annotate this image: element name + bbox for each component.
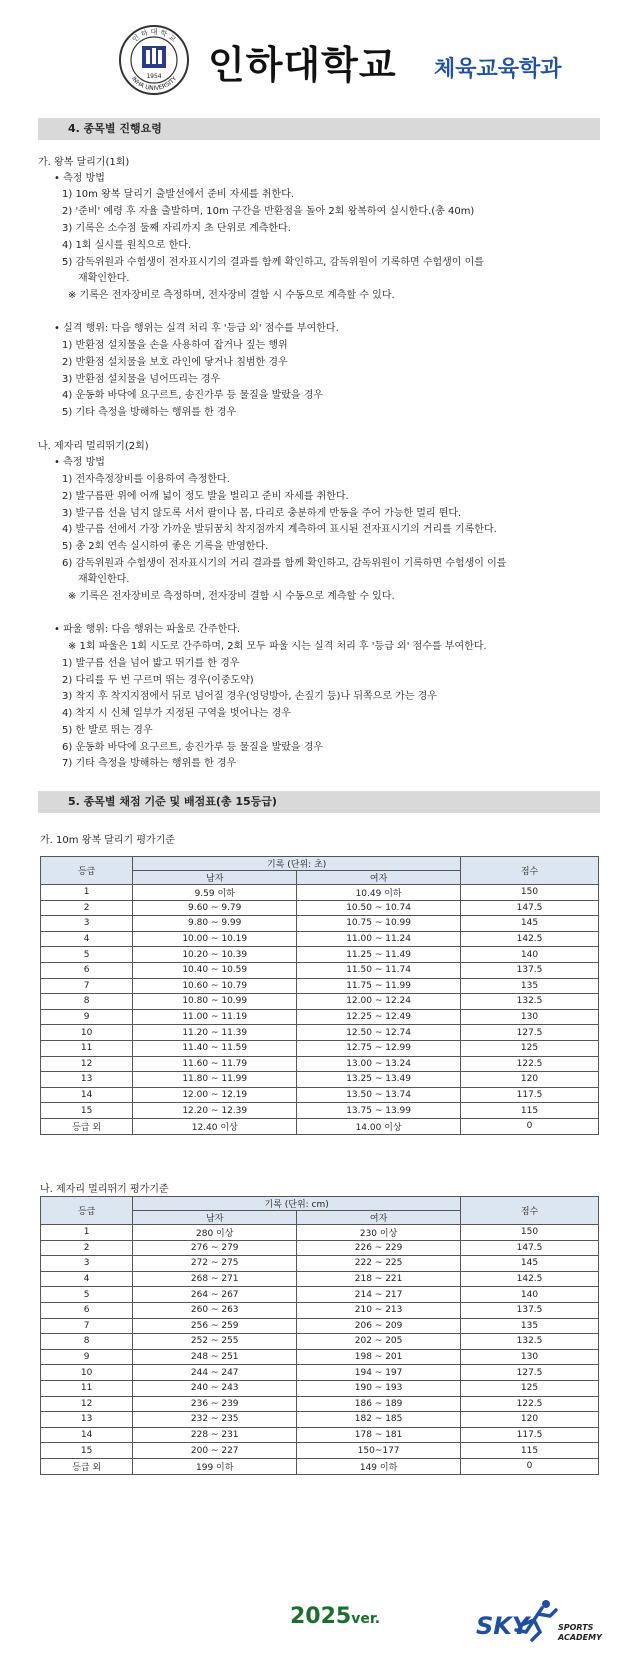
section4b-foul-label: • 파울 행위: 다음 행위는 파울로 간주한다.: [54, 624, 241, 635]
table-row: [41, 1271, 599, 1287]
grade-cell: 6: [41, 962, 133, 978]
version-suffix: ver.: [351, 1611, 381, 1627]
female-cell: 190 ~ 193: [297, 1380, 461, 1396]
female-cell: 10.49 이하: [297, 885, 461, 901]
male-cell: 248 ~ 251: [133, 1349, 297, 1365]
score-cell: 125: [461, 1380, 599, 1396]
list-item: 2) 다리를 두 번 구르며 뛰는 경우(이중도약): [62, 675, 254, 686]
female-cell: 150~177: [297, 1443, 461, 1459]
grade-cell: 등급 외: [41, 1118, 133, 1134]
score-cell: 140: [461, 947, 599, 963]
list-item: 3) 발구름 선을 넘지 않도록 서서 팔이나 몸, 다리로 충분하게 반동을 주어 가능한 멀리 뛴다.: [62, 508, 462, 519]
grade-cell: 11: [41, 1040, 133, 1056]
table-row: [41, 1396, 599, 1412]
female-cell: 12.75 ~ 12.99: [297, 1040, 461, 1056]
table-row: [41, 1412, 599, 1428]
male-cell: 12.00 ~ 12.19: [133, 1087, 297, 1103]
female-cell: 14.00 이상: [297, 1118, 461, 1134]
female-cell: 11.75 ~ 11.99: [297, 978, 461, 994]
list-item: 4) 운동화 바닥에 요구르트, 송진가루 등 물질을 발랐을 경우: [62, 390, 324, 401]
female-cell: 226 ~ 229: [297, 1240, 461, 1256]
table-row: [41, 1056, 599, 1072]
seal-top-text: 인 하 대 학 교: [130, 28, 178, 44]
score-cell: 122.5: [461, 1056, 599, 1072]
grade-cell: 13: [41, 1072, 133, 1088]
score-cell: 135: [461, 978, 599, 994]
table-row: [41, 1349, 599, 1365]
grade-cell: 8: [41, 1334, 133, 1350]
female-cell: 11.50 ~ 11.74: [297, 962, 461, 978]
male-cell: 272 ~ 275: [133, 1256, 297, 1272]
header-female: 여자: [297, 871, 461, 885]
table-row: [41, 962, 599, 978]
table2-caption: 나. 제자리 멀리뛰기 평가기준: [40, 1184, 169, 1195]
table-row: [41, 931, 599, 947]
male-cell: 264 ~ 267: [133, 1287, 297, 1303]
section4b-method-label: • 측정 방법: [54, 457, 105, 468]
score-cell: 145: [461, 916, 599, 932]
male-cell: 11.20 ~ 11.39: [133, 1025, 297, 1041]
list-item: 1) 반환점 설치물을 손을 사용하여 잡거나 짚는 행위: [62, 340, 288, 351]
female-cell: 206 ~ 209: [297, 1318, 461, 1334]
grade-cell: 2: [41, 1240, 133, 1256]
grade-cell: 9: [41, 1349, 133, 1365]
male-cell: 10.40 ~ 10.59: [133, 962, 297, 978]
table-row: [41, 1225, 599, 1241]
list-item: 3) 반환점 설치물을 넘어뜨리는 경우: [62, 374, 221, 385]
table-row: [41, 1103, 599, 1119]
list-item: 2) 발구름판 위에 어깨 넓이 정도 발을 벌리고 준비 자세를 취한다.: [62, 491, 349, 502]
score-cell: 120: [461, 1412, 599, 1428]
male-cell: 12.20 ~ 12.39: [133, 1103, 297, 1119]
grade-cell: 6: [41, 1302, 133, 1318]
male-cell: 260 ~ 263: [133, 1302, 297, 1318]
grade-cell: 5: [41, 1287, 133, 1303]
table-row: [41, 1240, 599, 1256]
male-cell: 244 ~ 247: [133, 1365, 297, 1381]
section4b-heading: 나. 제자리 멀리뛰기(2회): [38, 441, 149, 452]
grade-cell: 9: [41, 1009, 133, 1025]
score-cell: 120: [461, 1072, 599, 1088]
female-cell: 13.00 ~ 13.24: [297, 1056, 461, 1072]
grade-cell: 4: [41, 931, 133, 947]
score-cell: 125: [461, 1040, 599, 1056]
list-item: 1) 10m 왕복 달리기 출발선에서 준비 자세를 취한다.: [62, 189, 295, 200]
female-cell: 182 ~ 185: [297, 1412, 461, 1428]
female-cell: 210 ~ 213: [297, 1302, 461, 1318]
department-title: 체육교육학과: [434, 57, 562, 82]
grade-cell: 7: [41, 978, 133, 994]
header-score: 점수: [461, 857, 599, 885]
header-male: 남자: [133, 871, 297, 885]
grade-cell: 10: [41, 1365, 133, 1381]
grade-cell: 4: [41, 1271, 133, 1287]
table-row: [41, 1118, 599, 1134]
sky-sports-academy-logo: [476, 1590, 602, 1650]
male-cell: 280 이상: [133, 1225, 297, 1241]
table-row: [41, 947, 599, 963]
score-cell: 127.5: [461, 1025, 599, 1041]
female-cell: 13.50 ~ 13.74: [297, 1087, 461, 1103]
table-row: [41, 1256, 599, 1272]
male-cell: 11.00 ~ 11.19: [133, 1009, 297, 1025]
male-cell: 10.80 ~ 10.99: [133, 994, 297, 1010]
female-cell: 12.50 ~ 12.74: [297, 1025, 461, 1041]
score-cell: 140: [461, 1287, 599, 1303]
score-cell: 115: [461, 1103, 599, 1119]
grade-cell: 10: [41, 1025, 133, 1041]
score-cell: 130: [461, 1009, 599, 1025]
grade-cell: 1: [41, 1225, 133, 1241]
female-cell: 194 ~ 197: [297, 1365, 461, 1381]
grade-cell: 13: [41, 1412, 133, 1428]
grade-cell: 15: [41, 1103, 133, 1119]
male-cell: 9.80 ~ 9.99: [133, 916, 297, 932]
brand-text: SKY: [476, 1612, 530, 1640]
table-row: [41, 978, 599, 994]
score-cell: 117.5: [461, 1087, 599, 1103]
female-cell: 10.50 ~ 10.74: [297, 900, 461, 916]
female-cell: 198 ~ 201: [297, 1349, 461, 1365]
list-item: 2) 반환점 설치물을 보호 라인에 닿거나 침범한 경우: [62, 357, 288, 368]
grade-cell: 5: [41, 947, 133, 963]
note-text: ※ 1회 파울은 1회 시도로 간주하며, 2회 모두 파울 시는 실격 처리 후 '등급 외' 점수를 부여한다.: [68, 641, 487, 652]
grade-cell: 8: [41, 994, 133, 1010]
jump-score-table: [40, 1196, 599, 1475]
table-row: [41, 1302, 599, 1318]
female-cell: 149 이하: [297, 1458, 461, 1474]
male-cell: 9.60 ~ 9.79: [133, 900, 297, 916]
grade-cell: 3: [41, 1256, 133, 1272]
brand-sub2: ACADEMY: [558, 1633, 602, 1642]
score-cell: 115: [461, 1443, 599, 1459]
list-item: 4) 1회 실시를 원칙으로 한다.: [62, 240, 192, 251]
grade-cell: 11: [41, 1380, 133, 1396]
female-cell: 11.00 ~ 11.24: [297, 931, 461, 947]
header-female: 여자: [297, 1211, 461, 1225]
male-cell: 11.40 ~ 11.59: [133, 1040, 297, 1056]
list-item: 1) 발구름 선을 넘어 밟고 뛰기를 한 경우: [62, 658, 240, 669]
female-cell: 178 ~ 181: [297, 1427, 461, 1443]
table-row: [41, 1458, 599, 1474]
header-grade: 등급: [41, 1197, 133, 1225]
female-cell: 11.25 ~ 11.49: [297, 947, 461, 963]
male-cell: 252 ~ 255: [133, 1334, 297, 1350]
page-header: [0, 0, 638, 100]
female-cell: 10.75 ~ 10.99: [297, 916, 461, 932]
score-cell: 122.5: [461, 1396, 599, 1412]
table-row: [41, 1025, 599, 1041]
score-cell: 135: [461, 1318, 599, 1334]
table-row: [41, 1365, 599, 1381]
seal-bottom-text: INHA UNIVERSITY: [129, 75, 179, 93]
header-grade: 등급: [41, 857, 133, 885]
list-item: 3) 기록은 소수점 둘째 자리까지 초 단위로 계측한다.: [62, 223, 291, 234]
grade-cell: 등급 외: [41, 1458, 133, 1474]
grade-cell: 12: [41, 1056, 133, 1072]
grade-cell: 7: [41, 1318, 133, 1334]
header-male: 남자: [133, 1211, 297, 1225]
list-item: 5) 한 발로 뛰는 경우: [62, 725, 153, 736]
score-cell: 132.5: [461, 994, 599, 1010]
list-item: 5) 감독위원과 수험생이 전자표시기의 결과를 함께 확인하고, 감독위원이 기록하면 수험생이 이를: [62, 257, 484, 268]
list-item: 재확인한다.: [78, 574, 130, 585]
score-cell: 147.5: [461, 1240, 599, 1256]
score-cell: 137.5: [461, 962, 599, 978]
table-row: [41, 1009, 599, 1025]
male-cell: 11.80 ~ 11.99: [133, 1072, 297, 1088]
score-cell: 145: [461, 1256, 599, 1272]
score-cell: 132.5: [461, 1334, 599, 1350]
table1-caption: 가. 10m 왕복 달리기 평가기준: [40, 835, 175, 846]
female-cell: 218 ~ 221: [297, 1271, 461, 1287]
table-row: [41, 1443, 599, 1459]
score-cell: 137.5: [461, 1302, 599, 1318]
grade-cell: 14: [41, 1427, 133, 1443]
score-cell: 117.5: [461, 1427, 599, 1443]
header-record: 기록 (단위: 초): [133, 857, 461, 871]
male-cell: 10.00 ~ 10.19: [133, 931, 297, 947]
grade-cell: 3: [41, 916, 133, 932]
header-score: 점수: [461, 1197, 599, 1225]
male-cell: 236 ~ 239: [133, 1396, 297, 1412]
male-cell: 232 ~ 235: [133, 1412, 297, 1428]
male-cell: 12.40 이상: [133, 1118, 297, 1134]
version-year: 2025: [290, 1604, 352, 1629]
section5-title: 5. 종목별 채점 기준 및 배점표(총 15등급): [38, 791, 600, 813]
male-cell: 200 ~ 227: [133, 1443, 297, 1459]
score-cell: 0: [461, 1458, 599, 1474]
list-item: 6) 감독위원과 수험생이 전자표시기의 거리 결과를 함께 확인하고, 감독위원이 기록하면 수험생이 이를: [62, 558, 507, 569]
section4-title: 4. 종목별 진행요령: [38, 118, 600, 140]
list-item: 3) 착지 후 착지지점에서 뒤로 넘어질 경우(엉덩방아, 손짚기 등)나 뒤쪽으로 가는 경우: [62, 691, 437, 702]
list-item: 7) 기타 측정을 방해하는 행위를 한 경우: [62, 758, 237, 769]
table-row: [41, 1072, 599, 1088]
grade-cell: 14: [41, 1087, 133, 1103]
male-cell: 268 ~ 271: [133, 1271, 297, 1287]
note-text: ※ 기록은 전자장비로 측정하며, 전자장비 결함 시 수동으로 계측할 수 있다.: [68, 591, 395, 602]
section4a-foul-label: • 실격 행위: 다음 행위는 실격 처리 후 '등급 외' 점수를 부여한다.: [54, 323, 339, 334]
male-cell: 240 ~ 243: [133, 1380, 297, 1396]
university-seal-icon: [118, 24, 190, 96]
table-row: [41, 1040, 599, 1056]
score-cell: 0: [461, 1118, 599, 1134]
score-cell: 127.5: [461, 1365, 599, 1381]
list-item: 4) 착지 시 신체 일부가 지정된 구역을 벗어나는 경우: [62, 708, 291, 719]
university-title: 인하대학교: [208, 43, 397, 87]
female-cell: 13.25 ~ 13.49: [297, 1072, 461, 1088]
score-cell: 130: [461, 1349, 599, 1365]
grade-cell: 15: [41, 1443, 133, 1459]
female-cell: 222 ~ 225: [297, 1256, 461, 1272]
list-item: 2) '준비' 예령 후 자율 출발하며, 10m 구간을 반환점을 돌아 2회 왕복하여 실시한다.(총 40m): [62, 206, 475, 217]
male-cell: 11.60 ~ 11.79: [133, 1056, 297, 1072]
list-item: 6) 운동화 바닥에 요구르트, 송진가루 등 물질을 발랐을 경우: [62, 742, 324, 753]
header-record: 기록 (단위: cm): [133, 1197, 461, 1211]
female-cell: 12.00 ~ 12.24: [297, 994, 461, 1010]
grade-cell: 12: [41, 1396, 133, 1412]
female-cell: 230 이상: [297, 1225, 461, 1241]
score-cell: 150: [461, 885, 599, 901]
score-cell: 150: [461, 1225, 599, 1241]
brand-sub1: SPORTS: [558, 1623, 594, 1632]
version-label: [290, 1604, 380, 1629]
male-cell: 10.20 ~ 10.39: [133, 947, 297, 963]
table-row: [41, 916, 599, 932]
list-item: 4) 발구름 선에서 가장 가까운 발뒤꿈치 착지점까지 계측하여 표시된 전자표시기의 거리를 기록한다.: [62, 524, 497, 535]
female-cell: 186 ~ 189: [297, 1396, 461, 1412]
list-item: 5) 기타 측정을 방해하는 행위를 한 경우: [62, 407, 237, 418]
section4a-method-label: • 측정 방법: [54, 173, 105, 184]
score-cell: 147.5: [461, 900, 599, 916]
female-cell: 214 ~ 217: [297, 1287, 461, 1303]
section4a-heading: 가. 왕복 달리기(1회): [38, 157, 130, 168]
female-cell: 202 ~ 205: [297, 1334, 461, 1350]
list-item: 5) 총 2회 연속 실시하여 좋은 기록을 반영한다.: [62, 541, 269, 552]
grade-cell: 1: [41, 885, 133, 901]
grade-cell: 2: [41, 900, 133, 916]
male-cell: 228 ~ 231: [133, 1427, 297, 1443]
table-row: [41, 1318, 599, 1334]
female-cell: 13.75 ~ 13.99: [297, 1103, 461, 1119]
note-text: ※ 기록은 전자장비로 측정하며, 전자장비 결함 시 수동으로 계측할 수 있다.: [68, 290, 395, 301]
score-cell: 142.5: [461, 1271, 599, 1287]
male-cell: 276 ~ 279: [133, 1240, 297, 1256]
table-row: [41, 1087, 599, 1103]
table-row: [41, 994, 599, 1010]
male-cell: 9.59 이하: [133, 885, 297, 901]
table-row: [41, 885, 599, 901]
male-cell: 10.60 ~ 10.79: [133, 978, 297, 994]
table-row: [41, 1427, 599, 1443]
table-row: [41, 1334, 599, 1350]
score-cell: 142.5: [461, 931, 599, 947]
seal-year: 1954: [146, 73, 162, 80]
male-cell: 256 ~ 259: [133, 1318, 297, 1334]
list-item: 1) 전자측정장비를 이용하여 측정한다.: [62, 474, 230, 485]
table-row: [41, 1380, 599, 1396]
male-cell: 199 이하: [133, 1458, 297, 1474]
female-cell: 12.25 ~ 12.49: [297, 1009, 461, 1025]
running-score-table: [40, 856, 599, 1135]
list-item: 재확인한다.: [78, 273, 130, 284]
table-row: [41, 900, 599, 916]
table-row: [41, 1287, 599, 1303]
